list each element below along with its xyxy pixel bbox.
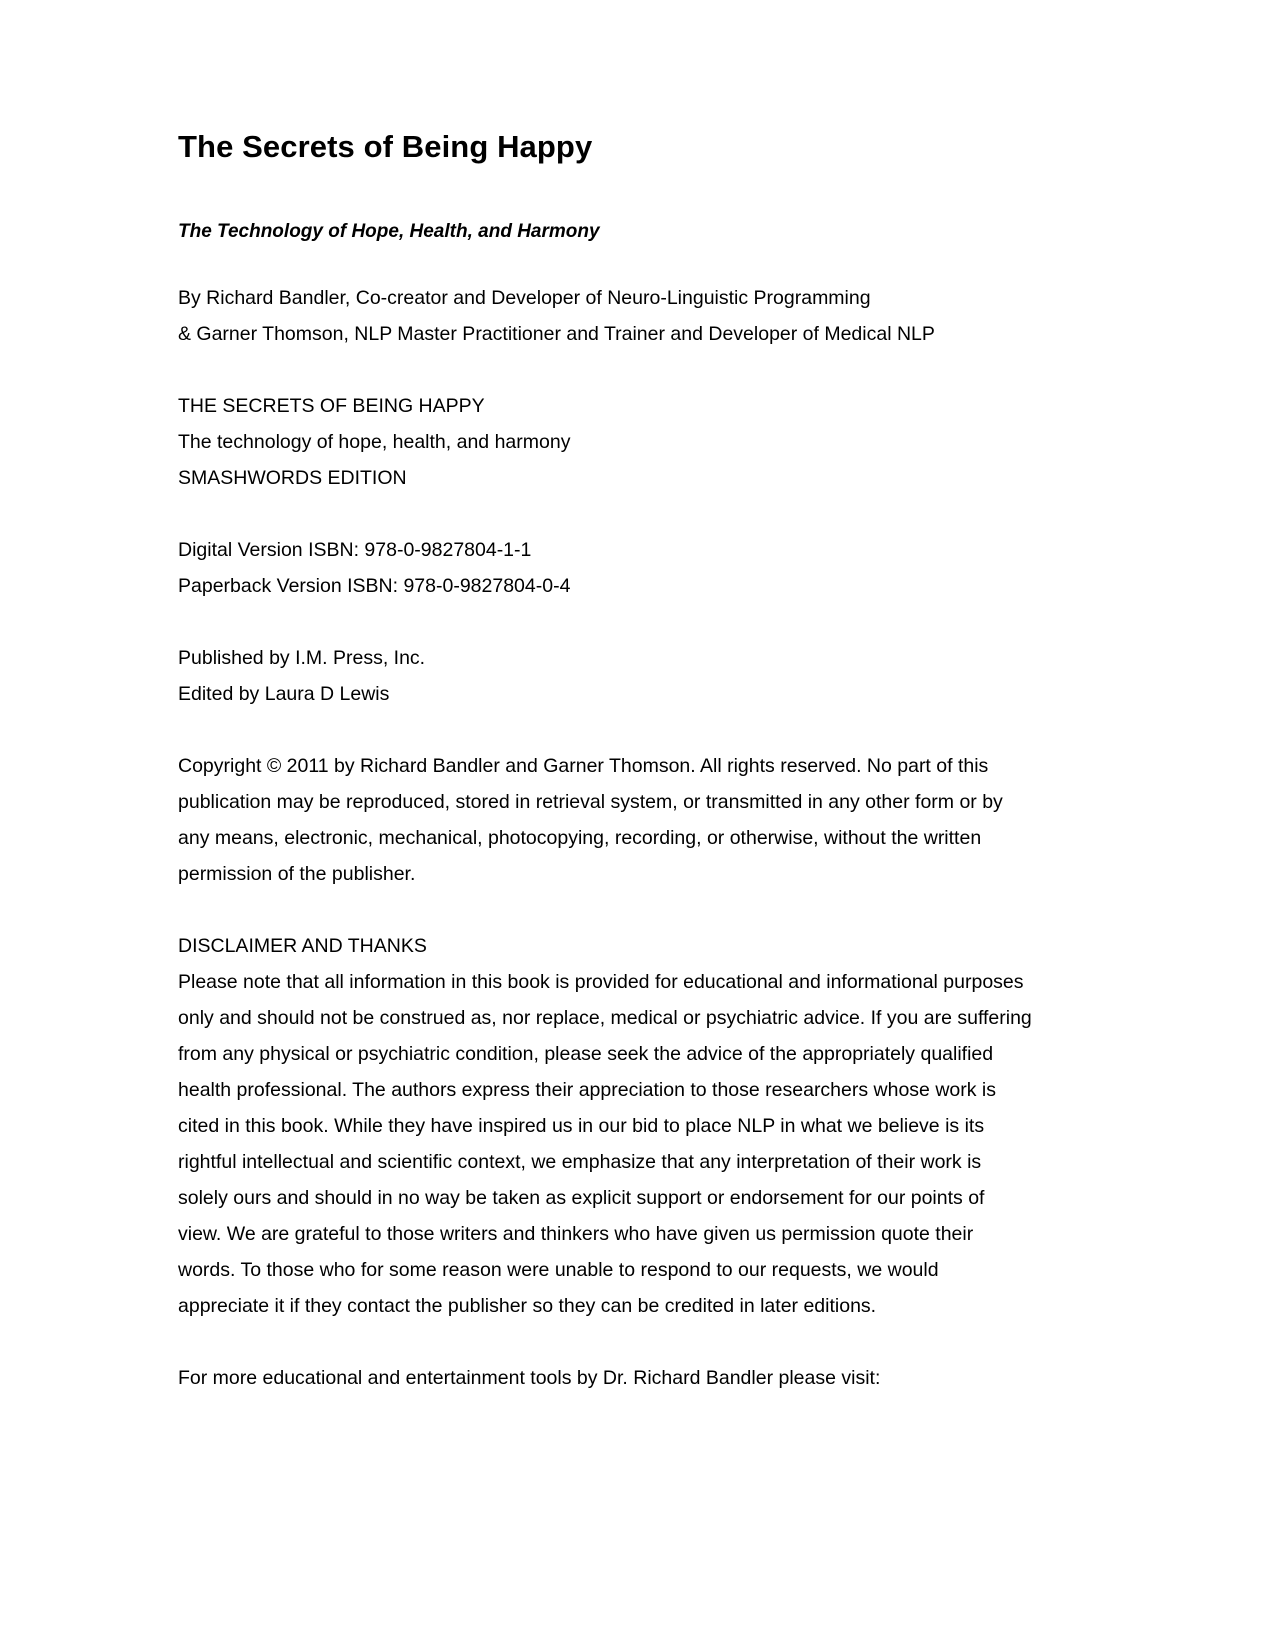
footer-text: For more educational and entertainment tools by Dr. Richard Bandler please visit:	[178, 1367, 881, 1390]
byline-line-2: & Garner Thomson, NLP Master Practitioner and Trainer and Developer of Medical NLP	[178, 323, 935, 346]
isbn-block	[178, 532, 1033, 604]
document-body	[178, 128, 1033, 1396]
disclaimer-heading: DISCLAIMER AND THANKS	[178, 935, 427, 958]
copyright-block	[178, 748, 1033, 892]
disclaimer-text: Please note that all information in this book is provided for educational and informational purposes only and should not be construed as, nor replace, medical or psychiatric advice. If you are suffering from any physical or psychiatric condition, please seek the advice of the appropriately qualified health professional. The authors express their appreciation to those researchers whose work is cited in this book. While they have inspired us in our bid to place NLP in what we believe is its rightful intellectual and scientific context, we emphasize that any interpretation of their work is solely ours and should in no way be taken as explicit support or endorsement for our points of view. We are grateful to those writers and thinkers who have given us permission quote their words. To those who for some reason were unable to respond to our requests, we would appreciate it if they contact the publisher so they can be credited in later editions.	[178, 971, 1032, 1318]
isbn-paperback: Paperback Version ISBN: 978-0-9827804-0-4	[178, 575, 571, 598]
disclaimer-block	[178, 928, 1033, 1324]
edition-name: SMASHWORDS EDITION	[178, 467, 407, 490]
byline-block	[178, 280, 1033, 352]
page-title: The Secrets of Being Happy	[178, 129, 593, 164]
publisher-block	[178, 640, 1033, 712]
editor-line: Edited by Laura D Lewis	[178, 683, 390, 706]
edition-title: THE SECRETS OF BEING HAPPY	[178, 395, 485, 418]
isbn-digital: Digital Version ISBN: 978-0-9827804-1-1	[178, 539, 532, 562]
edition-tagline: The technology of hope, health, and harmony	[178, 431, 571, 454]
byline-line-1: By Richard Bandler, Co-creator and Developer of Neuro-Linguistic Programming	[178, 287, 871, 310]
edition-block	[178, 388, 1033, 496]
publisher-line: Published by I.M. Press, Inc.	[178, 647, 426, 670]
copyright-text: Copyright © 2011 by Richard Bandler and Garner Thomson. All rights reserved. No part of this publication may be reproduced, stored in retrieval system, or transmitted in any other form or by any means, electronic, mechanical, photocopying, recording, or otherwise, without the written permission of the publisher.	[178, 755, 1003, 886]
page-subtitle: The Technology of Hope, Health, and Harmony	[178, 220, 600, 242]
footer-block	[178, 1360, 1033, 1396]
